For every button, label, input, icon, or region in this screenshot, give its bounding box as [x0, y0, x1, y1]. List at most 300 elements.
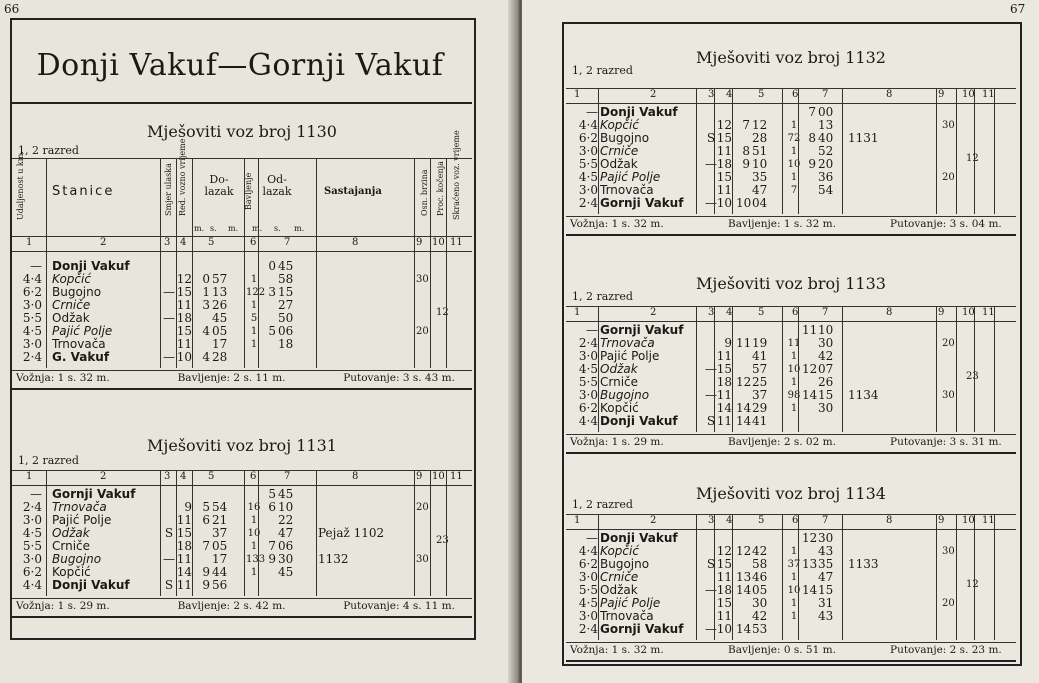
arrival-hour: 14: [736, 401, 752, 415]
station-name: Odžak: [600, 157, 638, 171]
station-name: G. Vakuf: [52, 350, 110, 364]
direction-value: —: [705, 622, 717, 636]
arrival-hour: 4: [202, 350, 210, 364]
column-number: 11: [982, 89, 995, 100]
col-divider: [446, 236, 447, 368]
arrival-minute: 35: [752, 170, 768, 184]
running-time-total: Vožnja: 1 s. 32 m.: [570, 644, 664, 656]
km-value: 3·0: [22, 298, 42, 312]
departure-minute: 31: [818, 596, 834, 610]
column-number: 11: [982, 307, 995, 318]
arrival-minute: 47: [752, 183, 768, 197]
column-number: 8: [352, 237, 359, 248]
km-value: 6·2: [578, 557, 598, 571]
journey-time-total: Putovanje: 3 s. 31 m.: [890, 436, 1002, 448]
dwell-time: 5: [250, 313, 258, 324]
running-time: 18: [176, 539, 192, 553]
dwell-time: 98: [787, 390, 801, 401]
departure-minute: 27: [278, 298, 294, 312]
departure-minute: 43: [818, 544, 834, 558]
col-divider: [160, 470, 161, 596]
column-number: 7: [822, 89, 829, 100]
col-divider: [598, 306, 599, 432]
station-name: Trnovača: [600, 609, 654, 623]
column-number: 5: [758, 515, 765, 526]
running-time: 11: [716, 414, 732, 428]
station-name: Bugojno: [600, 131, 650, 145]
column-number: 8: [352, 471, 359, 482]
departure-minute: 30: [278, 552, 294, 566]
col-divider: [732, 88, 733, 214]
departure-minute: 06: [278, 539, 294, 553]
arrival-minute: 17: [212, 337, 228, 351]
column-number: 1: [574, 515, 581, 526]
station-name: Crniče: [600, 375, 639, 389]
col-divider: [430, 236, 431, 368]
running-time: 11: [716, 144, 732, 158]
running-time: 15: [716, 557, 732, 571]
col-divider: [598, 88, 599, 214]
col-header-departure: Od- lazak: [262, 173, 292, 198]
col-divider: [974, 514, 975, 640]
col-unit: m.: [252, 224, 263, 233]
arrival-hour: 14: [736, 622, 752, 636]
col-header-speed: Osn. brzina: [420, 169, 429, 216]
col-unit: s.: [210, 224, 217, 233]
running-time-total: Vožnja: 1 s. 29 m.: [570, 436, 664, 448]
col-divider: [46, 470, 47, 596]
direction-value: S: [164, 578, 174, 592]
station-name: Crniče: [600, 570, 639, 584]
arrival-minute: 42: [752, 544, 768, 558]
arrival-minute: 25: [752, 375, 768, 389]
dwell-time: 16: [247, 502, 261, 513]
km-value: —: [586, 531, 598, 545]
column-number: 7: [822, 515, 829, 526]
section-rule: [12, 388, 472, 390]
column-number: 6: [792, 89, 799, 100]
station-name: Odžak: [52, 526, 90, 540]
running-time: 11: [176, 578, 192, 592]
column-number: 8: [886, 89, 893, 100]
column-number: 3: [708, 515, 715, 526]
station-name: Gornji Vakuf: [600, 323, 684, 337]
arrival-minute: 51: [752, 144, 768, 158]
km-value: 6·2: [578, 131, 598, 145]
col-unit: s.: [274, 224, 281, 233]
col-divider: [446, 470, 447, 596]
column-number: 6: [250, 471, 257, 482]
station-name: Donji Vakuf: [600, 105, 678, 119]
col-divider: [956, 306, 957, 432]
col-divider: [192, 236, 193, 368]
column-number: 10: [962, 89, 975, 100]
running-time-total: Vožnja: 1 s. 32 m.: [16, 372, 110, 384]
station-name: Crniče: [600, 144, 639, 158]
running-time: 11: [716, 183, 732, 197]
running-time-total: Vožnja: 1 s. 32 m.: [570, 218, 664, 230]
section-rule: [566, 660, 1016, 662]
km-value: 5·5: [22, 311, 42, 325]
direction-value: S: [706, 557, 716, 571]
column-number-row: [12, 470, 472, 486]
departure-minute: 15: [818, 583, 834, 597]
col-header-distance: Udaljenost u km.: [16, 151, 25, 220]
col-unit: m.: [194, 224, 205, 233]
arrival-hour: 6: [202, 513, 210, 527]
arrival-minute: 54: [212, 500, 228, 514]
station-name: Crniče: [52, 539, 91, 553]
arrival-minute: 26: [212, 298, 228, 312]
column-number: 1: [26, 237, 33, 248]
column-number: 9: [938, 515, 945, 526]
direction-value: —: [163, 311, 175, 325]
column-number: 7: [284, 237, 291, 248]
col-divider: [782, 306, 783, 432]
column-number: 7: [822, 307, 829, 318]
arrival-minute: 10: [752, 157, 768, 171]
dwell-time: 1: [790, 546, 798, 557]
razred-label: 1, 2 razred: [18, 144, 79, 157]
departure-hour: 7: [268, 539, 276, 553]
column-number: 4: [726, 515, 733, 526]
col-header-reduced-time: Skraćeno voz. vrijeme: [452, 130, 461, 220]
running-time: 9: [184, 500, 192, 514]
arrival-hour: 3: [202, 298, 210, 312]
departure-minute: 15: [278, 285, 294, 299]
arrival-hour: 9: [202, 565, 210, 579]
dwell-time: 1: [250, 515, 258, 526]
col-unit: m.: [228, 224, 239, 233]
braking-percent: 12: [966, 578, 979, 590]
departure-minute: 40: [818, 131, 834, 145]
column-number: 2: [650, 515, 657, 526]
base-speed: 30: [416, 554, 429, 565]
departure-minute: 35: [818, 557, 834, 571]
col-divider: [974, 306, 975, 432]
col-divider: [316, 236, 317, 368]
col-header-running-time: Red. vozno vrijeme: [178, 138, 187, 216]
col-divider: [160, 236, 161, 368]
column-number: 4: [180, 471, 187, 482]
title-rule: [12, 102, 472, 104]
km-value: 4·4: [578, 118, 598, 132]
col-divider: [994, 306, 995, 432]
column-number-row: [566, 88, 1016, 104]
column-number: 3: [708, 89, 715, 100]
km-value: 5·5: [578, 583, 598, 597]
col-divider: [598, 514, 599, 640]
departure-hour: 3: [268, 285, 276, 299]
station-name: Pajić Polje: [600, 170, 661, 184]
running-time: 11: [716, 349, 732, 363]
arrival-minute: 41: [752, 349, 768, 363]
col-divider: [956, 88, 957, 214]
departure-minute: 42: [818, 349, 834, 363]
header-rule: [12, 158, 472, 159]
station-name: Kopčić: [52, 565, 91, 579]
dwell-time: 1: [790, 146, 798, 157]
km-value: 4·5: [578, 596, 598, 610]
departure-minute: 13: [818, 118, 834, 132]
column-number: 8: [886, 515, 893, 526]
arrival-minute: 13: [212, 285, 228, 299]
section-rule: [566, 452, 1016, 454]
departure-minute: 10: [278, 500, 294, 514]
col-divider: [782, 88, 783, 214]
departure-minute: 26: [818, 375, 834, 389]
station-name: Gornji Vakuf: [52, 487, 136, 501]
right-page: [522, 0, 1039, 683]
dwell-time: 1: [250, 339, 258, 350]
dwell-time: 133: [246, 554, 266, 565]
direction-value: —: [163, 285, 175, 299]
dwell-time: 1: [250, 274, 258, 285]
running-time: 12: [716, 118, 732, 132]
station-name: Odžak: [600, 362, 638, 376]
arrival-minute: 41: [752, 414, 768, 428]
column-number: 11: [982, 515, 995, 526]
running-time-total: Vožnja: 1 s. 29 m.: [16, 600, 110, 612]
base-speed: 20: [942, 172, 955, 183]
direction-value: S: [706, 131, 716, 145]
station-name: Bugojno: [600, 557, 650, 571]
running-time: 14: [716, 401, 732, 415]
column-number: 2: [650, 307, 657, 318]
arrival-hour: 12: [736, 375, 752, 389]
col-divider: [244, 158, 245, 236]
running-time: 11: [716, 609, 732, 623]
departure-minute: 45: [278, 259, 294, 273]
journey-time-total: Putovanje: 2 s. 23 m.: [890, 644, 1002, 656]
col-divider: [414, 470, 415, 596]
col-divider: [732, 514, 733, 640]
col-header-braking: Proc. kočenja: [436, 161, 445, 216]
page-number: 66: [4, 2, 20, 16]
arrival-minute: 28: [212, 350, 228, 364]
train-title: Mješoviti voz broj 1131: [147, 436, 337, 455]
arrival-hour: 11: [736, 336, 752, 350]
journey-time-total: Putovanje: 4 s. 11 m.: [343, 600, 455, 612]
dwell-time: 1: [790, 403, 798, 414]
column-number: 1: [574, 307, 581, 318]
razred-label: 1, 2 razred: [572, 64, 633, 77]
departure-hour: 14: [802, 583, 818, 597]
departure-hour: 6: [268, 500, 276, 514]
braking-percent: 23: [966, 370, 979, 382]
dwell-time: 1: [250, 300, 258, 311]
departure-minute: 45: [278, 565, 294, 579]
arrival-minute: 56: [212, 578, 228, 592]
departure-minute: 30: [818, 336, 834, 350]
station-name: Donji Vakuf: [600, 414, 678, 428]
station-name: Trnovača: [52, 500, 107, 514]
dwell-time: 1: [250, 541, 258, 552]
km-value: 6·2: [22, 285, 42, 299]
station-name: Kopčić: [600, 544, 639, 558]
running-time: 12: [176, 272, 192, 286]
arrival-minute: 17: [212, 552, 228, 566]
arrival-minute: 21: [212, 513, 228, 527]
departure-hour: 12: [802, 362, 818, 376]
station-name: Donji Vakuf: [600, 531, 678, 545]
column-number: 7: [284, 471, 291, 482]
km-value: 6·2: [578, 401, 598, 415]
departure-minute: 20: [818, 157, 834, 171]
meeting-train: 1131: [848, 131, 879, 145]
departure-hour: 8: [808, 131, 816, 145]
col-divider: [696, 88, 697, 214]
running-time: 15: [176, 324, 192, 338]
col-divider: [732, 306, 733, 432]
base-speed: 30: [942, 546, 955, 557]
km-value: 3·0: [22, 337, 42, 351]
column-number: 6: [250, 237, 257, 248]
running-time: 11: [176, 298, 192, 312]
running-time: 15: [716, 596, 732, 610]
km-value: 5·5: [22, 539, 42, 553]
departure-minute: 58: [278, 272, 294, 286]
departure-hour: 11: [802, 323, 818, 337]
departure-hour: 0: [268, 259, 276, 273]
direction-value: —: [705, 196, 717, 210]
col-divider: [176, 158, 177, 236]
braking-percent: 23: [436, 534, 449, 546]
train-title: Mješoviti voz broj 1132: [696, 48, 886, 67]
km-value: 3·0: [578, 183, 598, 197]
arrival-hour: 5: [202, 500, 210, 514]
station-name: Pajić Polje: [600, 349, 660, 363]
dwell-time-total: Bavljenje: 2 s. 42 m.: [177, 600, 286, 612]
departure-hour: 13: [802, 557, 818, 571]
arrival-hour: 13: [736, 570, 752, 584]
col-header-direction: Smjer ulaska: [164, 163, 173, 216]
col-header-arrival: Do- lazak: [204, 173, 234, 198]
departure-minute: 36: [818, 170, 834, 184]
column-number: 5: [758, 307, 765, 318]
base-speed: 30: [416, 274, 429, 285]
station-name: Kopčić: [600, 401, 639, 415]
footer-rule: [566, 434, 1016, 435]
departure-hour: 14: [802, 388, 818, 402]
km-value: 3·0: [578, 609, 598, 623]
section-rule: [12, 616, 472, 618]
column-number: 3: [164, 471, 171, 482]
km-value: 3·0: [578, 144, 598, 158]
col-divider: [160, 158, 161, 236]
direction-value: S: [164, 526, 174, 540]
arrival-hour: 7: [742, 118, 750, 132]
column-number-row: [566, 514, 1016, 530]
direction-value: —: [705, 388, 717, 402]
departure-minute: 10: [818, 323, 834, 337]
column-number: 6: [792, 307, 799, 318]
column-number: 1: [574, 89, 581, 100]
departure-minute: 47: [818, 570, 834, 584]
column-number: 10: [432, 237, 445, 248]
running-time: 11: [716, 388, 732, 402]
km-value: 4·5: [578, 362, 598, 376]
column-number: 2: [100, 237, 107, 248]
station-name: Pajić Polje: [52, 324, 113, 338]
km-value: 5·5: [578, 375, 598, 389]
column-number: 11: [450, 471, 463, 482]
station-name: Odžak: [52, 311, 90, 325]
arrival-minute: 45: [212, 311, 228, 325]
running-time: 10: [176, 350, 192, 364]
meeting-train: 1133: [848, 557, 879, 571]
col-divider: [446, 158, 447, 236]
dwell-time: 10: [247, 528, 261, 539]
arrival-minute: 53: [752, 622, 768, 636]
station-name: Crniče: [52, 298, 91, 312]
running-time: 18: [716, 375, 732, 389]
station-name: Odžak: [600, 583, 638, 597]
col-divider: [842, 514, 843, 640]
departure-hour: 5: [268, 487, 276, 501]
arrival-hour: 14: [736, 583, 752, 597]
column-number-row: [12, 236, 472, 252]
km-value: 3·0: [578, 349, 598, 363]
train-title: Mješoviti voz broj 1133: [696, 274, 886, 293]
col-divider: [842, 88, 843, 214]
column-number-row: [566, 306, 1016, 322]
direction-value: S: [706, 414, 716, 428]
departure-minute: 22: [278, 513, 294, 527]
arrival-hour: 4: [202, 324, 210, 338]
departure-hour: 9: [268, 552, 276, 566]
footer-rule: [566, 216, 1016, 217]
column-number: 9: [416, 471, 423, 482]
arrival-hour: 8: [742, 144, 750, 158]
running-time: 15: [176, 526, 192, 540]
arrival-minute: 57: [752, 362, 768, 376]
column-number: 11: [450, 237, 463, 248]
col-divider: [192, 158, 193, 236]
running-time: 15: [716, 131, 732, 145]
arrival-minute: 46: [752, 570, 768, 584]
arrival-minute: 58: [752, 557, 768, 571]
km-value: 4·5: [22, 526, 42, 540]
direction-value: —: [163, 552, 175, 566]
arrival-minute: 42: [752, 609, 768, 623]
running-time: 18: [716, 157, 732, 171]
column-number: 3: [708, 307, 715, 318]
arrival-hour: 10: [736, 196, 752, 210]
arrival-hour: 0: [202, 272, 210, 286]
col-divider: [430, 158, 431, 236]
direction-value: —: [705, 583, 717, 597]
departure-minute: 30: [818, 401, 834, 415]
departure-hour: 12: [802, 531, 818, 545]
col-divider: [936, 514, 937, 640]
dwell-time-total: Bavljenje: 2 s. 11 m.: [177, 372, 286, 384]
col-divider: [798, 88, 799, 214]
running-time: 9: [724, 336, 732, 350]
departure-minute: 43: [818, 609, 834, 623]
running-time: 12: [716, 544, 732, 558]
dwell-time: 1: [790, 611, 798, 622]
running-time: 11: [176, 552, 192, 566]
km-value: 2·4: [578, 622, 598, 636]
departure-minute: 06: [278, 324, 294, 338]
column-number: 5: [758, 89, 765, 100]
arrival-minute: 57: [212, 272, 228, 286]
station-name: Gornji Vakuf: [600, 622, 684, 636]
arrival-minute: 05: [752, 583, 768, 597]
arrival-minute: 29: [752, 401, 768, 415]
col-divider: [430, 470, 431, 596]
